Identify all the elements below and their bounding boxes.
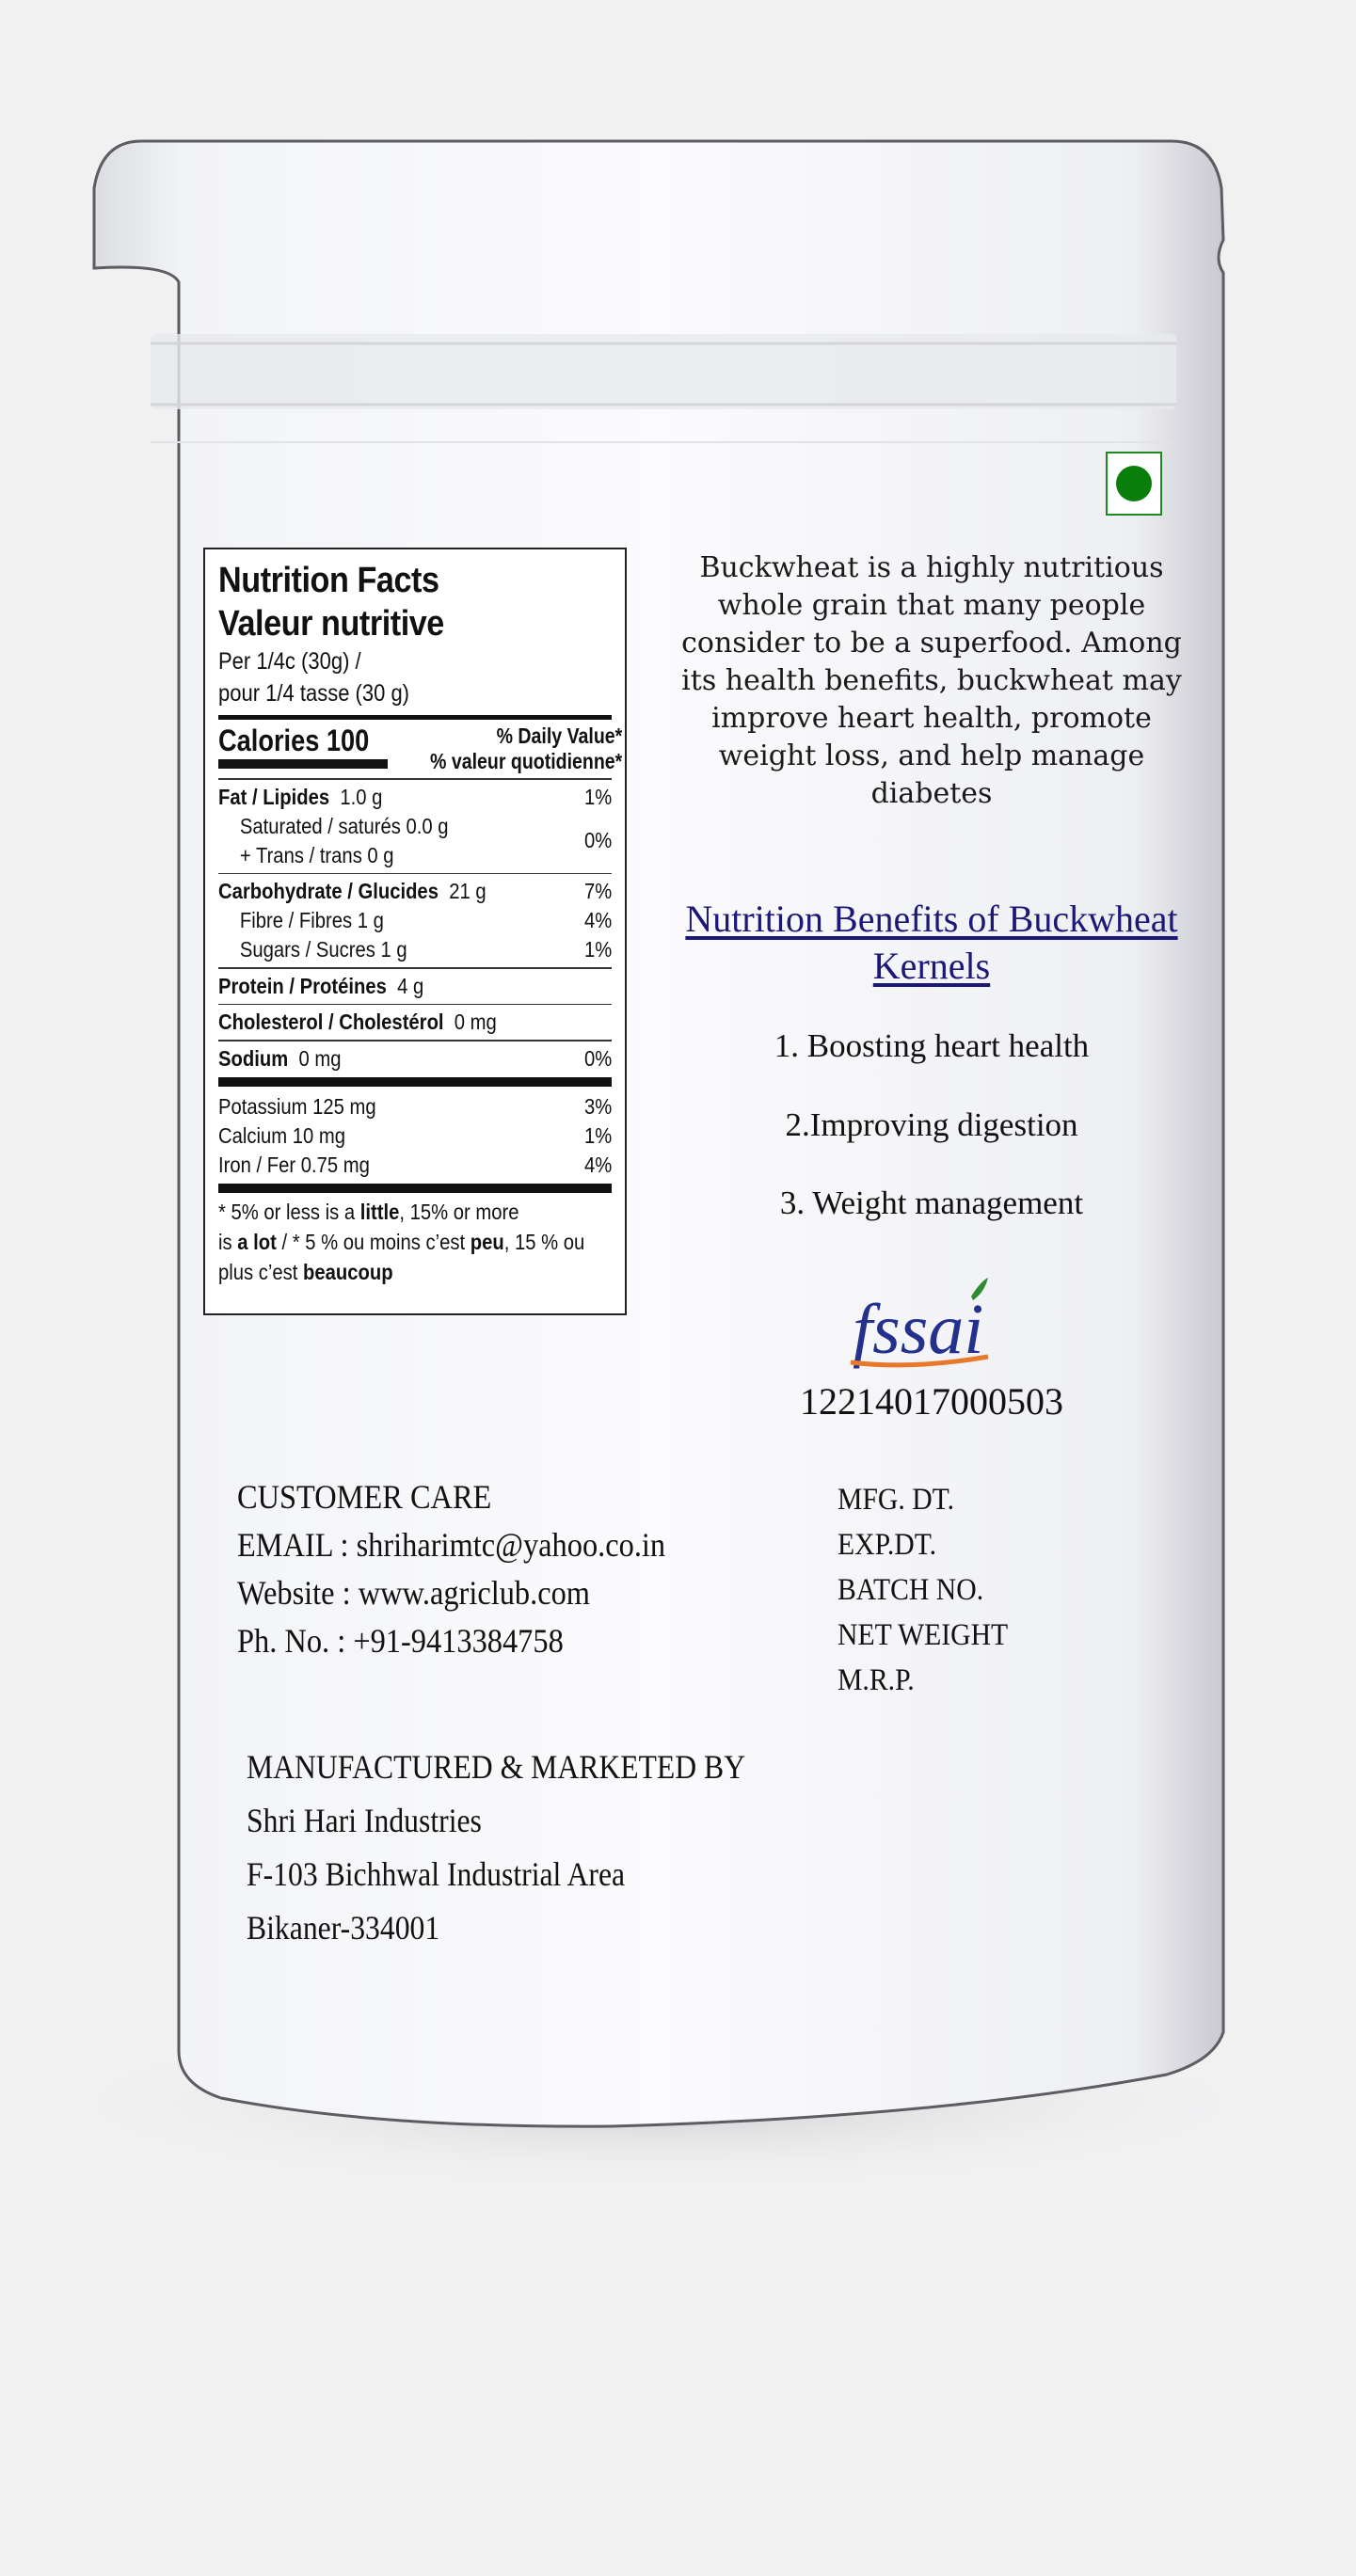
customer-care-website: Website : www.agriclub.com	[237, 1574, 590, 1612]
divider	[218, 1004, 612, 1006]
customer-care-block	[237, 1473, 665, 1665]
fibre-row	[218, 906, 612, 935]
sodium-row	[218, 1044, 612, 1073]
sat-trans-dv: 0%	[583, 828, 612, 852]
protein-row	[218, 972, 612, 1001]
sugars-dv: 1%	[583, 937, 612, 962]
footnote-line-1: * 5% or less is a little, 15% or more	[218, 1199, 519, 1224]
sugars-row	[218, 935, 612, 964]
benefit-item-2: 2.Improving digestion	[785, 1106, 1078, 1143]
footnote-line-2: is a lot / * 5 % ou moins c’est peu, 15 % ou	[218, 1229, 585, 1254]
fat-row	[218, 783, 612, 812]
divider	[218, 873, 612, 875]
customer-care-email: EMAIL : shriharimtc@yahoo.co.in	[237, 1526, 666, 1564]
carbohydrate-row	[218, 877, 612, 906]
nf-serving-fr: pour 1/4 tasse (30 g)	[218, 680, 410, 707]
net-weight-label: NET WEIGHT	[838, 1618, 1009, 1652]
footnote-line-3: plus c’est beaucoup	[218, 1259, 393, 1284]
nutrition-facts-table	[203, 548, 627, 1315]
potassium-dv: 3%	[583, 1093, 612, 1119]
fat-amount: 1.0 g	[340, 784, 383, 809]
manufacturer-city: Bikaner-334001	[247, 1909, 440, 1947]
cholesterol-label: Cholesterol / Cholestérol	[218, 1010, 444, 1034]
iron-row	[218, 1151, 612, 1180]
batch-no-label: BATCH NO.	[838, 1573, 984, 1607]
iron-dv: 4%	[583, 1152, 612, 1177]
divider	[218, 1040, 612, 1042]
protein-amount: 4 g	[397, 973, 424, 998]
sodium-label: Sodium	[218, 1045, 289, 1071]
potassium-label: Potassium 125 mg	[218, 1093, 376, 1119]
fibre-dv: 4%	[583, 908, 612, 932]
cholesterol-row	[218, 1008, 612, 1037]
veg-dot	[1116, 466, 1152, 501]
benefits-title: Nutrition Benefits of Buckwheat Kernels	[685, 898, 1178, 987]
calories-row	[218, 724, 622, 774]
divider	[218, 759, 388, 769]
saturated-label: Saturated / saturés 0.0 g	[239, 813, 449, 838]
fssai-license-number: 12214017000503	[800, 1380, 1063, 1423]
fat-dv: 1%	[583, 784, 612, 809]
fssai-logo	[847, 1276, 997, 1377]
nf-title-en: Nutrition Facts	[218, 561, 439, 600]
dv-header-fr: % valeur quotidienne*	[429, 749, 622, 773]
nf-serving-en: Per 1/4c (30g) /	[218, 648, 361, 675]
product-description: Buckwheat is a highly nutritious whole grain that many people consider to be a superfood. Among its health benefits, buckwheat may improve heart health, promote weight loss, and help manage diabetes	[681, 551, 1182, 810]
divider	[218, 1184, 612, 1193]
carbohydrate-amount: 21 g	[449, 879, 487, 903]
calcium-dv: 1%	[583, 1122, 612, 1148]
dv-header-en: % Daily Value*	[496, 724, 622, 748]
fat-label: Fat / Lipides	[218, 784, 330, 809]
sodium-amount: 0 mg	[298, 1045, 342, 1071]
divider	[218, 715, 612, 720]
mfg-date-label: MFG. DT.	[838, 1483, 955, 1517]
benefit-item-1: 1. Boosting heart health	[774, 1027, 1090, 1064]
manufacturer-name: Shri Hari Industries	[247, 1802, 482, 1839]
cholesterol-amount: 0 mg	[454, 1010, 497, 1034]
manufacturer-heading: MANUFACTURED & MARKETED BY	[247, 1748, 746, 1786]
zip-seal	[151, 334, 1176, 409]
fibre-label: Fibre / Fibres 1 g	[239, 908, 384, 932]
calories: Calories 100	[218, 724, 370, 757]
iron-label: Iron / Fer 0.75 mg	[218, 1152, 370, 1177]
calcium-row	[218, 1121, 612, 1151]
carbohydrate-label: Carbohydrate / Glucides	[218, 879, 439, 903]
sugars-label: Sugars / Sucres 1 g	[239, 937, 407, 962]
divider	[218, 967, 612, 969]
divider	[218, 778, 612, 780]
protein-label: Protein / Protéines	[218, 973, 387, 998]
manufacturer-address: F-103 Bichhwal Industrial Area	[247, 1855, 626, 1893]
customer-care-heading: CUSTOMER CARE	[237, 1478, 492, 1516]
trans-label: + Trans / trans 0 g	[239, 842, 394, 867]
calcium-label: Calcium 10 mg	[218, 1122, 345, 1148]
sodium-dv: 0%	[583, 1045, 612, 1071]
manufacturer-block	[247, 1741, 745, 1955]
sat-trans-row	[218, 812, 612, 870]
benefit-item-3: 3. Weight management	[779, 1185, 1084, 1221]
nf-title-fr: Valeur nutritive	[218, 604, 444, 644]
pack-info-block	[838, 1477, 1008, 1703]
exp-date-label: EXP.DT.	[838, 1528, 937, 1562]
customer-care-phone: Ph. No. : +91-9413384758	[237, 1622, 564, 1660]
potassium-row	[218, 1092, 612, 1121]
carbohydrate-dv: 7%	[583, 879, 612, 903]
veg-mark-icon	[1106, 452, 1162, 516]
mrp-label: M.R.P.	[838, 1663, 915, 1697]
fssai-logo-text: fssai	[853, 1290, 984, 1369]
divider	[218, 1077, 612, 1087]
